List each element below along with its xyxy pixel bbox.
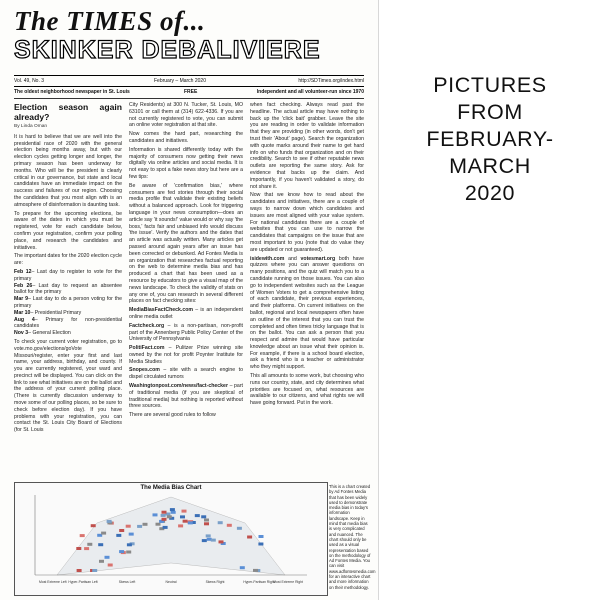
chart-point bbox=[126, 551, 131, 554]
chart-point bbox=[127, 543, 132, 546]
date-item: Mar 9– Last day to do a person voting for the primary bbox=[14, 296, 122, 309]
caption-line: FROM bbox=[457, 100, 523, 124]
chart-point bbox=[204, 522, 209, 525]
caption-line: 2020 bbox=[464, 181, 516, 205]
chart-point bbox=[105, 556, 110, 559]
chart-point bbox=[92, 569, 97, 572]
chart-point bbox=[178, 524, 183, 527]
article-column-3 bbox=[250, 102, 364, 480]
chart-point bbox=[99, 560, 104, 563]
chart-tick-label: Skews Left bbox=[118, 580, 136, 584]
article-headline: Election season again already? bbox=[14, 102, 122, 122]
date-item: Feb 26– Last day to request an absentee ballot for the primary bbox=[14, 282, 122, 296]
article-paragraph: when fact checking. Always read past the headline. The actual article may have nothing to back up the 'click bait' grabber. Leave the site you are reading in order to validate information that they are providing (in other words, don't get trust their 'About' page). Search the organization with quote marks around their name to get hard info on who funds that organization and on their credibility. Search to see if other reputable news outlets are reporting the same story. Ask for evidence that backs up the claim. And importantly, if you haven't validated a story, do not share it. bbox=[250, 102, 364, 190]
chart-point bbox=[108, 564, 113, 567]
chart-point bbox=[80, 534, 85, 537]
chart-tick-label: Skews Right bbox=[205, 580, 225, 584]
chart-point bbox=[188, 521, 193, 524]
chart-point bbox=[253, 569, 258, 572]
chart-point bbox=[162, 518, 167, 521]
fact-check-site: Snopes.com – site with a search engine to dispel circulated rumors bbox=[129, 367, 243, 381]
article-paragraph: To prepare for the upcoming elections, be aware of the dates in which you must be registered, vote for each candidate below, confirm your registration, confirm your polling place, and research the candidates and initiatives. bbox=[14, 210, 122, 251]
fact-check-site: Washingtonpost.com/news/fact-checker – part of traditional media (if you are skeptical of traditional media) but nothing is reported without three sources. bbox=[129, 383, 243, 410]
chart-point bbox=[161, 514, 166, 517]
chart-tick-label: Neutral bbox=[165, 580, 177, 584]
article-paragraph: Be aware of 'confirmation bias,' where consumers are fed stories through their social media profile that validate their existing beliefs without a balanced approach. Look for triggering language in your news consumption—does an article say 'it sounds!' value would or why say 'the boss,' facts fair and unbiased info would discuss 'the issue'. Verify the authors and the dates that an article was actually written. Many articles get passed around again years after an issue has been corrected or debunked. Ad Fontes Media is an organization that researches factual reporting on the web to determine media bias and has produced a chart that has been used as a resource by educators to give a visual map of the news landscape. To check the validity of stats on any one of, you can research in several different places on fact checking sites: bbox=[129, 182, 243, 305]
tagline-bar bbox=[14, 88, 364, 99]
chart-point bbox=[180, 515, 185, 518]
chart-point bbox=[119, 550, 124, 553]
masthead-title-main: SKINKER DEBALIVIERE bbox=[14, 36, 321, 64]
article-paragraph: There are several good rules to follow bbox=[129, 412, 216, 419]
chart-point bbox=[77, 569, 82, 572]
chart-point bbox=[163, 526, 168, 529]
chart-point bbox=[162, 511, 167, 514]
price-label: FREE bbox=[184, 89, 198, 95]
chart-point bbox=[206, 534, 211, 537]
chart-point bbox=[87, 543, 92, 546]
chart-point bbox=[91, 524, 96, 527]
article-paragraph: It is hard to believe that we are well into the presidential race of 2020 with the general election being months away, but with our election cycles getting longer and longer, the primary season has been underway for months. Who will be the president is clearly critical in our governance, but state and local candidates have an immediate impact on the success and failures of our region. Choosing the candidates that you most align with is an atmosphere of disinformation is daunting task. bbox=[14, 133, 122, 208]
article-paragraph: Now that we know how to read about the candidates and initiatives, there are a couple of ways to narrow down which candidates and issues are most aligned with your value system. For national candidates there are a couple of websites that you can use to narrow the candidates that campaigns on the issue that are most important to you (note that do value they are updated or not guaranteed). bbox=[250, 192, 364, 253]
pictures-caption bbox=[392, 72, 588, 207]
chart-point bbox=[126, 525, 131, 528]
chart-tick-label: Hyper-Partisan Right bbox=[243, 580, 275, 584]
chart-point bbox=[76, 547, 81, 550]
chart-ticks-group bbox=[39, 580, 303, 584]
date-item: Aug 4– Primary for non-presidential candidates bbox=[14, 316, 122, 330]
caption-line: FEBRUARY- bbox=[426, 127, 554, 151]
chart-point bbox=[153, 513, 158, 516]
chart-point bbox=[218, 521, 223, 524]
chart-title: The Media Bias Chart bbox=[140, 485, 202, 491]
chart-tick-label: Most Extreme Left bbox=[39, 580, 67, 584]
caption-line: PICTURES bbox=[433, 73, 547, 97]
article-byline: By Linda Oman bbox=[14, 124, 48, 129]
website-url: http://SDTimes.org/index.html bbox=[298, 78, 364, 84]
media-bias-chart-graphic bbox=[15, 483, 327, 595]
tagline-left: The oldest neighborhood newspaper in St. Louis bbox=[14, 89, 130, 95]
dateline-bar bbox=[14, 75, 364, 87]
chart-point bbox=[201, 515, 206, 518]
caption-line: MARCH bbox=[449, 154, 531, 178]
fact-check-site: PolitiFact.com – Pulitzer Prize winning site owned by the not for profit Poynter Institute for Media Studies bbox=[129, 345, 243, 365]
chart-point bbox=[219, 540, 224, 543]
chart-point bbox=[237, 527, 242, 530]
issue-date: February – March 2020 bbox=[154, 78, 206, 84]
chart-point bbox=[171, 511, 176, 514]
chart-point bbox=[137, 525, 142, 528]
chart-point bbox=[107, 520, 112, 523]
article-paragraph: City Residents) at 300 N. Tucker, St. Louis, MO 63101 or call them at (314) 622-4336. If you are not currently registered to vote, you can submit an online voter registration at that site. bbox=[129, 102, 243, 129]
masthead-title-top: The TIMES of... bbox=[14, 6, 206, 36]
chart-point bbox=[204, 519, 209, 522]
article-column-1 bbox=[14, 102, 122, 482]
chart-point bbox=[129, 533, 134, 536]
fact-check-site: MediaBiasFactCheck.com – is an independent online media outlet bbox=[129, 307, 243, 320]
date-item: Nov 3– General Election bbox=[14, 330, 71, 337]
chart-point bbox=[167, 515, 172, 518]
article-paragraph: isidewith.com and votesmart.org both have quizzes where you can answer questions on many positions, and the quiz will match you to a candidate running on those issues. You can also go to independent websites such as the League of Women Voters to get a comprehensive listing of each candidate, their previous experiences, and their platforms. On current initiatives on the ballot, regional and local newspapers often have an outline of the interest that you can trust the completed and often times tricky language that is on the ballot. You can ask a person that you respect and admire that would have particular knowledge about an issue what their opinion is. For example, if there is a school board election, ask a friend who is a teacher or administrator who they might support. bbox=[250, 255, 364, 371]
chart-tick-label: Most Extreme Right bbox=[273, 580, 303, 584]
article-column-2 bbox=[129, 102, 243, 480]
chart-tick-label: Hyper-Partisan Left bbox=[68, 580, 98, 584]
chart-point bbox=[211, 539, 216, 542]
article-paragraph: To check your current voter registration, go to vote.mo.gov/elections/goVote Missouri/register, enter your first and last name, your address, birthday, and county. If you are currently registered, your ward and precinct will be displayed. You can click on the link to see what initiatives are on the ballot and the address of your current polling place. (There is currently discussion underway to move some of our polling places, so be sure to check before election day). If you have problems with your registration, you can contact the St. Louis City Board of Elections (for St. Louis bbox=[14, 338, 122, 434]
article-paragraph: Information is shared differently today with the majority of consumers now getting their news digitally via online articles and social media. It is not easy to spot a fake news story but here are a few tips: bbox=[129, 146, 243, 180]
chart-point bbox=[98, 543, 103, 546]
chart-point bbox=[240, 566, 245, 569]
chart-point bbox=[227, 524, 232, 527]
chart-point bbox=[101, 532, 106, 535]
dates-intro: The important dates for the 2020 election cycle are: bbox=[14, 253, 122, 267]
date-item: Feb 12– Last day to register to vote for the primary bbox=[14, 268, 122, 282]
chart-point bbox=[259, 535, 264, 538]
chart-point bbox=[183, 520, 188, 523]
important-dates-list bbox=[14, 269, 122, 337]
volume-number: Vol. 49, No. 3 bbox=[14, 78, 45, 84]
chart-point bbox=[182, 510, 187, 513]
chart-point bbox=[143, 523, 148, 526]
chart-point bbox=[202, 539, 207, 542]
chart-point bbox=[258, 543, 263, 546]
chart-point bbox=[195, 514, 200, 517]
article-paragraph: Now comes the hard part, researching the candidates and initiatives. bbox=[129, 131, 243, 144]
article-paragraph: This all amounts to some work, but choosing who runs our country, state, and city determines what priorities are focused on, what resources are available to our citizens, and what rights we will have going forward. Put in the work. bbox=[250, 373, 364, 407]
chart-point bbox=[170, 508, 175, 511]
chart-point bbox=[247, 536, 252, 539]
fact-check-site: Factcheck.org – is a non-partisan, non-profit part of the Annenberg Public Policy Center of the University of Pennsylvania bbox=[129, 322, 243, 343]
media-bias-chart bbox=[14, 482, 328, 596]
chart-point bbox=[116, 534, 121, 537]
chart-point bbox=[84, 547, 89, 550]
tagline-right: Independent and all volunteer-run since 1970 bbox=[256, 89, 364, 95]
chart-point bbox=[156, 523, 161, 526]
date-item: Mar 10– Presidential Primary bbox=[14, 309, 82, 316]
chart-point bbox=[119, 529, 124, 532]
chart-sidebar-note: This is a chart created by Ad Fontes Media that has been widely used to demonstrate media bias in today's information landscape. Keep in mind that media bias is very complicated and nuanced. The chart should only be used as a visual representation based on the methodology of Ad Fontes Media. You can visit www.adfontesmedia.com for an interactive chart and more information on their methodology. bbox=[329, 484, 376, 590]
